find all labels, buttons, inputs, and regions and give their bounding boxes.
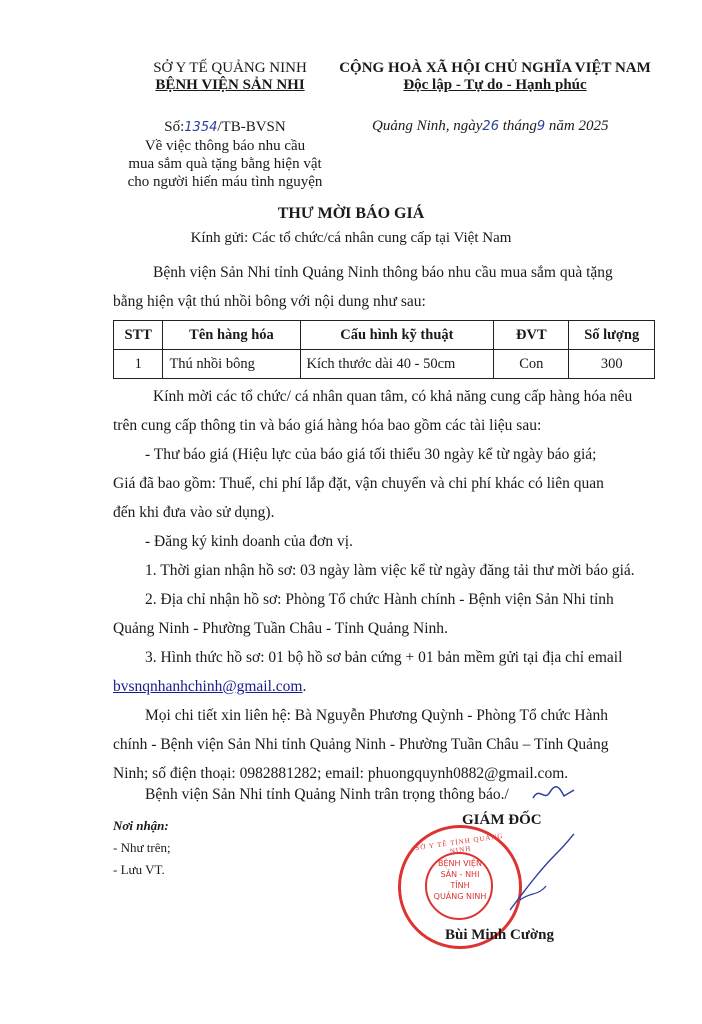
cell-name: Thú nhồi bông [163, 350, 300, 379]
numbered-item-3-line-1: 3. Hình thức hồ sơ: 01 bộ hồ sơ bản cứng + 01 bản mềm gửi tại địa chỉ email [145, 649, 623, 666]
intro-line-1: Bệnh viện Sản Nhi tỉnh Quảng Ninh thông báo nhu cầu mua sắm quà tặng [153, 264, 613, 281]
recipients-label: Nơi nhận: [113, 818, 169, 833]
seal-ring-text: SỞ Y TẾ TỈNH QUẢNG NINH [414, 831, 504, 856]
col-header-unit: ĐVT [494, 321, 569, 350]
agency-name [120, 60, 340, 94]
table-row [114, 350, 655, 379]
cell-unit: Con [494, 350, 569, 379]
signature-icon [500, 830, 580, 920]
bullet-1-line-1: - Thư báo giá (Hiệu lực của báo giá tối thiểu 30 ngày kể từ ngày báo giá; [145, 446, 597, 463]
ministry-name: SỞ Y TẾ QUẢNG NINH [153, 60, 307, 76]
col-header-stt: STT [114, 321, 163, 350]
numbered-item-1: 1. Thời gian nhận hồ sơ: 03 ngày làm việc kể từ ngày đăng tải thư mời báo giá. [145, 562, 635, 579]
paragraph-1-line-2: trên cung cấp thông tin và báo giá hàng hóa bao gồm các tài liệu sau: [113, 417, 542, 434]
contact-line-3: Ninh; số điện thoại: 0982881282; email: phuongquynh0882@gmail.com. [113, 765, 569, 782]
email-link[interactable]: bvsnqnhanhchinh@gmail.com [113, 678, 303, 695]
recipient-item: - Như trên; [113, 840, 171, 855]
col-header-qty: Số lượng [569, 321, 655, 350]
handwritten-month: 9 [536, 119, 546, 134]
seal-center-text: BỆNH VIỆN SẢN - NHI TỈNH QUẢNG NINH [433, 859, 487, 901]
handwritten-number: 1354 [184, 120, 218, 135]
handwritten-day: 26 [482, 119, 499, 134]
recipients-block [113, 815, 171, 881]
bullet-1-line-2: Giá đã bao gồm: Thuế, chi phí lắp đặt, vận chuyển và chi phí khác có liên quan [113, 475, 604, 492]
subject-line-1: Về việc thông báo nhu cầu [144, 138, 306, 154]
col-header-name: Tên hàng hóa [163, 321, 300, 350]
numbered-item-2-line-1: 2. Địa chỉ nhận hồ sơ: Phòng Tổ chức Hành chính - Bệnh viện Sản Nhi tỉnh [145, 591, 614, 608]
subject-line-2: mua sắm quà tặng bằng hiện vật [128, 156, 322, 172]
numbered-item-2-line-2: Quảng Ninh - Phường Tuần Châu - Tỉnh Quảng Ninh. [113, 620, 448, 637]
country-name: CỘNG HOÀ XÃ HỘI CHỦ NGHĨA VIỆT NAM [339, 60, 651, 76]
document-title: THƯ MỜI BÁO GIÁ [277, 205, 425, 222]
intro-line-2: bằng hiện vật thú nhồi bông với nội dung như sau: [113, 293, 426, 310]
contact-line-1: Mọi chi tiết xin liên hệ: Bà Nguyễn Phương Quỳnh - Phòng Tổ chức Hành [145, 707, 608, 724]
national-motto [330, 60, 660, 94]
table-header-row [114, 321, 655, 350]
document-number: Số:1354/TB-BVSN [164, 119, 286, 135]
reference-block [90, 118, 360, 191]
subject-line-3: cho người hiến máu tình nguyện [127, 174, 323, 190]
recipient-item: - Lưu VT. [113, 862, 165, 877]
signer-name: Bùi Minh Cường [445, 927, 555, 943]
recipient-line: Kính gửi: Các tổ chức/cá nhân cung cấp tại Việt Nam [190, 230, 512, 246]
numbered-item-3-line-2: bvsnqnhanhchinh@gmail.com. [113, 678, 307, 695]
closing-line: Bệnh viện Sản Nhi tỉnh Quảng Ninh trân trọng thông báo./ [145, 786, 509, 803]
col-header-spec: Cấu hình kỹ thuật [300, 321, 494, 350]
motto: Độc lập - Tự do - Hạnh phúc [403, 77, 587, 93]
bullet-2: - Đăng ký kinh doanh của đơn vị. [145, 533, 353, 550]
cell-stt: 1 [114, 350, 163, 379]
cell-spec: Kích thước dài 40 - 50cm [300, 350, 494, 379]
document-date: Quảng Ninh, ngày26 tháng9 năm 2025 [372, 118, 609, 134]
signer-title: GIÁM ĐỐC [462, 812, 542, 828]
initial-mark-icon [530, 784, 578, 804]
goods-table [113, 320, 655, 379]
paragraph-1-line-1: Kính mời các tổ chức/ cá nhân quan tâm, có khả năng cung cấp hàng hóa nêu [153, 388, 633, 405]
bullet-1-line-3: đến khi đưa vào sử dụng). [113, 504, 275, 521]
hospital-name: BỆNH VIỆN SẢN NHI [155, 77, 305, 93]
cell-qty: 300 [569, 350, 655, 379]
contact-line-2: chính - Bệnh viện Sản Nhi tỉnh Quảng Ninh - Phường Tuần Châu – Tỉnh Quảng [113, 736, 609, 753]
